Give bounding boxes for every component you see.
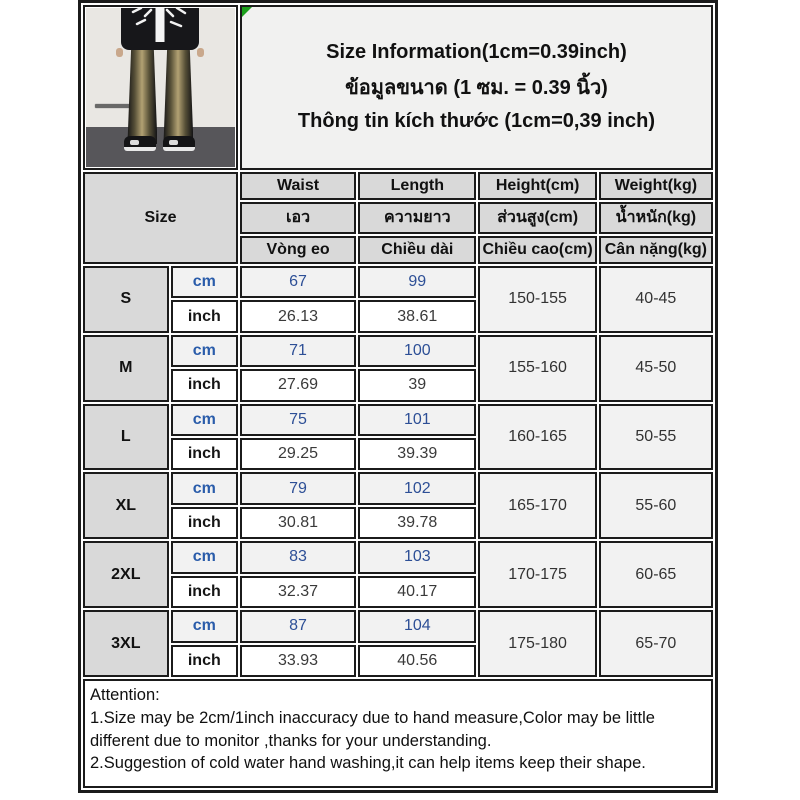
length-cm-cell: 101: [358, 404, 476, 436]
excel-corner-flag-icon: [242, 7, 252, 17]
length-cm-cell: 102: [358, 472, 476, 504]
unit-cm-cell: cm: [171, 266, 238, 298]
unit-inch-cell: inch: [171, 300, 238, 332]
col-header-waist-vi: Vòng eo: [240, 236, 356, 264]
waist-cm-cell: 71: [240, 335, 356, 367]
unit-cm-cell: cm: [171, 541, 238, 573]
weight-range-cell: 55-60: [599, 472, 713, 539]
model-hand-left: [116, 48, 123, 57]
model-hand-right: [197, 48, 204, 57]
length-inch-cell: 38.61: [358, 300, 476, 332]
attention-note: [83, 679, 713, 788]
attention-note-2: 2.Suggestion of cold water hand washing,it can help items keep their shape.: [90, 754, 646, 773]
waist-cm-cell: 87: [240, 610, 356, 642]
table-row: [83, 541, 713, 573]
table-row: [83, 266, 713, 298]
col-header-height-vi: Chiều cao(cm): [478, 236, 596, 264]
height-range-cell: 155-160: [478, 335, 596, 402]
sneaker-left: [124, 136, 156, 151]
table-row: [83, 610, 713, 642]
attention-title: Attention:: [90, 686, 160, 705]
title-thai: ข้อมูลขนาด (1 ซม. = 0.39 นิ้ว): [345, 77, 608, 100]
waist-cm-cell: 83: [240, 541, 356, 573]
waist-inch-cell: 29.25: [240, 438, 356, 470]
weight-range-cell: 65-70: [599, 610, 713, 677]
col-header-weight-en: Weight(kg): [599, 172, 713, 200]
weight-range-cell: 50-55: [599, 404, 713, 471]
table-row: [83, 335, 713, 367]
title-cell: [240, 5, 713, 170]
height-range-cell: 150-155: [478, 266, 596, 333]
height-range-cell: 170-175: [478, 541, 596, 608]
waist-inch-cell: 32.37: [240, 576, 356, 608]
attention-note-1: 1.Size may be 2cm/1inch inaccuracy due to hand measure,Color may be little different due to monitor ,thanks for your understanding.: [90, 708, 655, 750]
size-label-cell: XL: [83, 472, 169, 539]
unit-inch-cell: inch: [171, 438, 238, 470]
model-shirt-stripe: [156, 8, 165, 42]
product-photo-cell: [83, 5, 238, 170]
title-vietnamese: Thông tin kích thước (1cm=0,39 inch): [297, 110, 656, 133]
weight-range-cell: 40-45: [599, 266, 713, 333]
length-inch-cell: 40.56: [358, 645, 476, 677]
col-header-length-th: ความยาว: [358, 202, 476, 234]
unit-cm-cell: cm: [171, 404, 238, 436]
length-cm-cell: 104: [358, 610, 476, 642]
size-column-header: Size: [83, 172, 238, 264]
length-inch-cell: 39: [358, 369, 476, 401]
jeans-left-leg: [127, 50, 157, 144]
size-table: [81, 3, 715, 790]
height-range-cell: 165-170: [478, 472, 596, 539]
size-label-cell: M: [83, 335, 169, 402]
waist-cm-cell: 79: [240, 472, 356, 504]
unit-cm-cell: cm: [171, 472, 238, 504]
waist-inch-cell: 33.93: [240, 645, 356, 677]
waist-cm-cell: 75: [240, 404, 356, 436]
length-cm-cell: 99: [358, 266, 476, 298]
waist-inch-cell: 26.13: [240, 300, 356, 332]
col-header-length-vi: Chiều dài: [358, 236, 476, 264]
height-range-cell: 160-165: [478, 404, 596, 471]
col-header-waist-th: เอว: [240, 202, 356, 234]
sneaker-right: [163, 136, 195, 151]
col-header-length-en: Length: [358, 172, 476, 200]
unit-cm-cell: cm: [171, 610, 238, 642]
length-cm-cell: 100: [358, 335, 476, 367]
waist-cm-cell: 67: [240, 266, 356, 298]
unit-inch-cell: inch: [171, 576, 238, 608]
col-header-height-th: ส่วนสูง(cm): [478, 202, 596, 234]
length-cm-cell: 103: [358, 541, 476, 573]
size-label-cell: 2XL: [83, 541, 169, 608]
length-inch-cell: 39.78: [358, 507, 476, 539]
size-label-cell: 3XL: [83, 610, 169, 677]
size-chart-sheet: [78, 0, 718, 793]
unit-inch-cell: inch: [171, 507, 238, 539]
size-label-cell: L: [83, 404, 169, 471]
unit-cm-cell: cm: [171, 335, 238, 367]
model-photo: [86, 8, 235, 167]
col-header-weight-vi: Cân nặng(kg): [599, 236, 713, 264]
length-inch-cell: 39.39: [358, 438, 476, 470]
col-header-height-en: Height(cm): [478, 172, 596, 200]
size-label-cell: S: [83, 266, 169, 333]
waist-inch-cell: 27.69: [240, 369, 356, 401]
title-english: Size Information(1cm=0.39inch): [326, 41, 627, 64]
jeans-right-leg: [163, 50, 193, 144]
length-inch-cell: 40.17: [358, 576, 476, 608]
weight-range-cell: 60-65: [599, 541, 713, 608]
col-header-weight-th: น้ำหนัก(kg): [599, 202, 713, 234]
height-range-cell: 175-180: [478, 610, 596, 677]
unit-inch-cell: inch: [171, 369, 238, 401]
col-header-waist-en: Waist: [240, 172, 356, 200]
weight-range-cell: 45-50: [599, 335, 713, 402]
photo-floor: [86, 127, 235, 167]
photo-watermark: [95, 104, 131, 108]
unit-inch-cell: inch: [171, 645, 238, 677]
waist-inch-cell: 30.81: [240, 507, 356, 539]
table-row: [83, 404, 713, 436]
table-row: [83, 472, 713, 504]
